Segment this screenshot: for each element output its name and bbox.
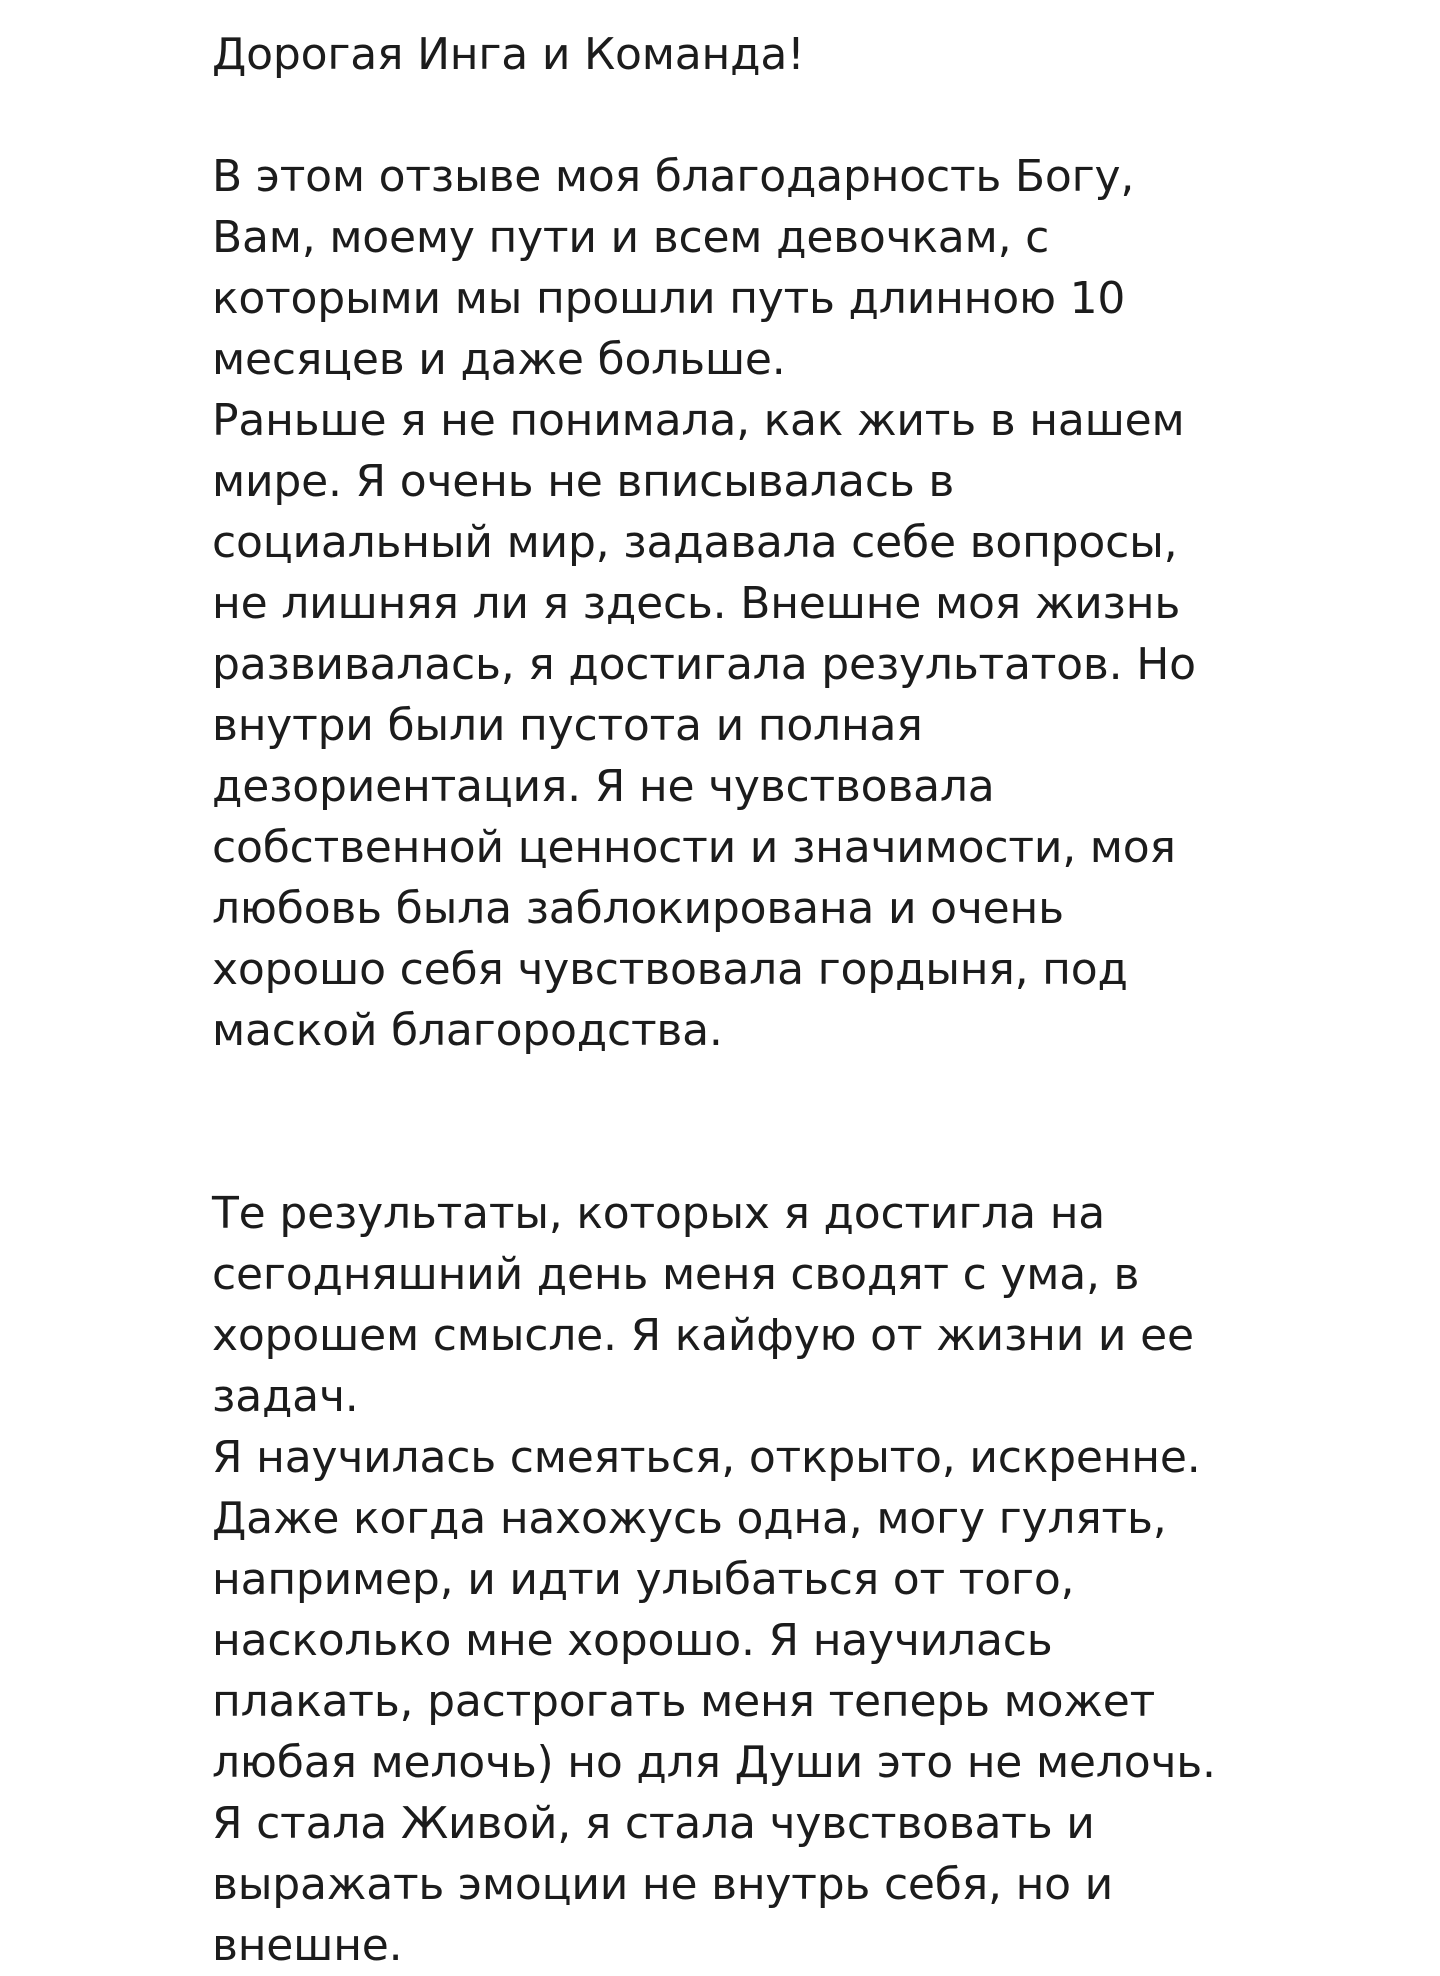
text-line: внешне. bbox=[212, 1920, 403, 1971]
text-line: маской благородства. bbox=[212, 1005, 723, 1056]
text-line: насколько мне хорошо. Я научилась bbox=[212, 1615, 1053, 1666]
text-line: не лишняя ли я здесь. Внешне моя жизнь bbox=[212, 578, 1181, 629]
text-line: любая мелочь) но для Души это не мелочь. bbox=[212, 1737, 1216, 1788]
text-line: задач. bbox=[212, 1371, 359, 1422]
text-line: дезориентация. Я не чувствовала bbox=[212, 761, 995, 812]
text-line: В этом отзыве моя благодарность Богу, bbox=[212, 151, 1135, 202]
paragraph-gap bbox=[212, 85, 1322, 146]
review-note bbox=[212, 24, 1322, 1976]
text-line: внутри были пустота и полная bbox=[212, 700, 923, 751]
text-line: Раньше я не понимала, как жить в нашем bbox=[212, 395, 1185, 446]
paragraph-gap bbox=[212, 1122, 1322, 1183]
text-line: развивалась, я достигала результатов. Но bbox=[212, 639, 1196, 690]
text-line: выражать эмоции не внутрь себя, но и bbox=[212, 1859, 1114, 1910]
text-line: Я стала Живой, я стала чувствовать и bbox=[212, 1798, 1095, 1849]
text-line: Даже когда нахожусь одна, могу гулять, bbox=[212, 1493, 1167, 1544]
text-line: хорошем смысле. Я кайфую от жизни и ее bbox=[212, 1310, 1194, 1361]
greeting-line: Дорогая Инга и Команда! bbox=[212, 29, 805, 80]
text-line: мире. Я очень не вписывалась в bbox=[212, 456, 955, 507]
text-line: сегодняшний день меня сводят с ума, в bbox=[212, 1249, 1140, 1300]
text-line: месяцев и даже больше. bbox=[212, 334, 786, 385]
text-line: собственной ценности и значимости, моя bbox=[212, 822, 1176, 873]
text-line: Я научилась смеяться, открыто, искренне. bbox=[212, 1432, 1201, 1483]
text-line: Те результаты, которых я достигла на bbox=[212, 1188, 1106, 1239]
paragraph-1 bbox=[212, 146, 1322, 1061]
text-line: хорошо себя чувствовала гордыня, под bbox=[212, 944, 1128, 995]
paragraph-gap bbox=[212, 1061, 1322, 1122]
text-line: любовь была заблокирована и очень bbox=[212, 883, 1064, 934]
text-line: плакать, растрогать меня теперь может bbox=[212, 1676, 1156, 1727]
text-line: социальный мир, задавала себе вопросы, bbox=[212, 517, 1178, 568]
text-line: например, и идти улыбаться от того, bbox=[212, 1554, 1075, 1605]
text-line: которыми мы прошли путь длинною 10 bbox=[212, 273, 1126, 324]
text-line: Вам, моему пути и всем девочкам, с bbox=[212, 212, 1050, 263]
paragraph-2 bbox=[212, 1183, 1322, 1976]
